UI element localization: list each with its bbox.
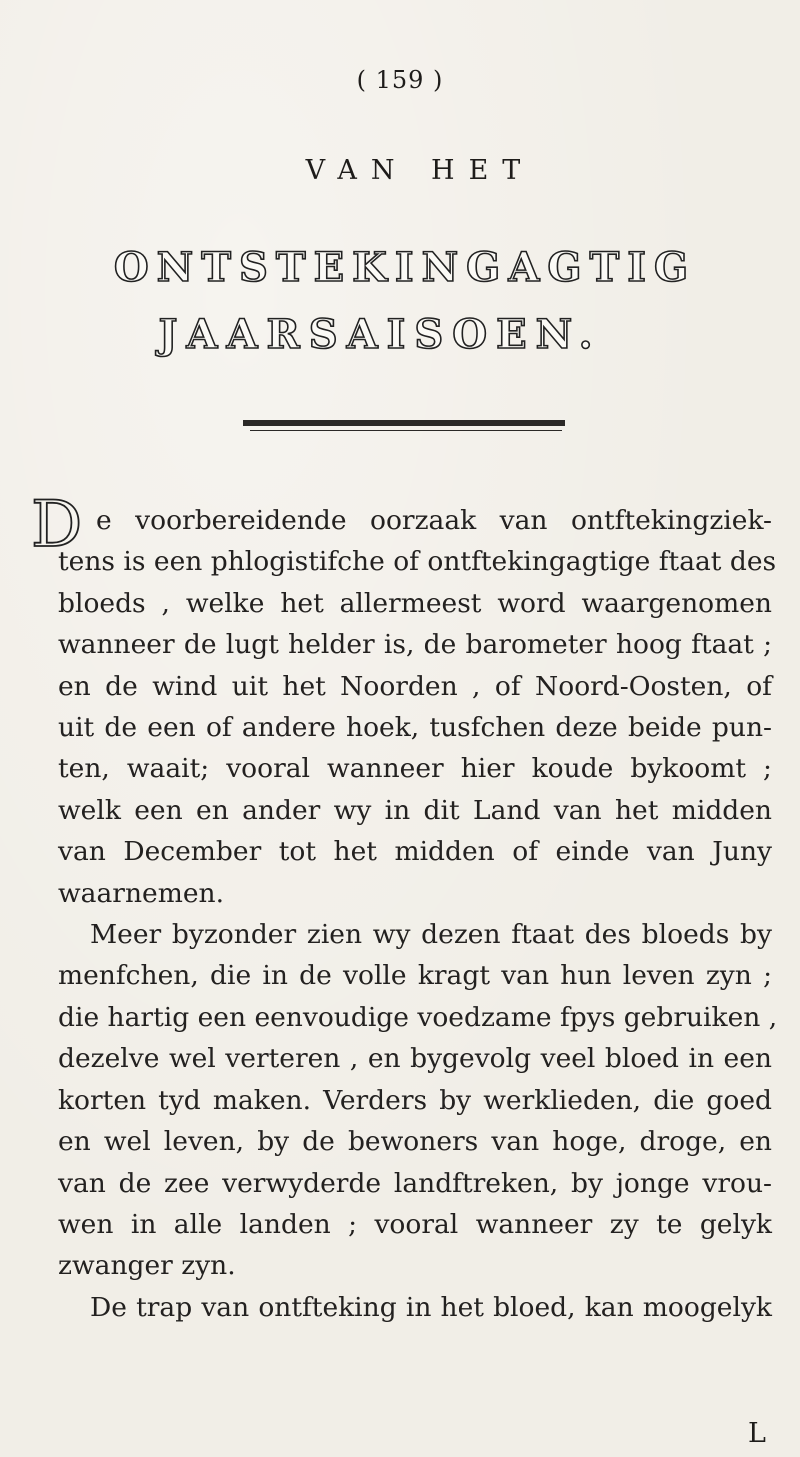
body-text bbox=[58, 500, 778, 1328]
text-line: uit de een of andere hoek, tusfchen deze beide pun- bbox=[58, 712, 772, 744]
text-line: van December tot het midden of einde van Juny bbox=[58, 836, 772, 868]
text-line: zwanger zyn. bbox=[58, 1250, 236, 1282]
text-line: en wel leven, by de bewoners van hoge, droge, en bbox=[58, 1126, 772, 1158]
text-line: Meer byzonder zien wy dezen ftaat des bloeds by bbox=[90, 919, 772, 951]
ornamental-rule-thick bbox=[243, 420, 565, 426]
text-line: wen in alle landen ; vooral wanneer zy te gelyk bbox=[58, 1208, 772, 1240]
text-line: waarnemen. bbox=[58, 877, 225, 909]
ornamental-rule-thin bbox=[250, 430, 562, 431]
text-line: en de wind uit het Noorden , of Noord-Oosten, of bbox=[58, 670, 772, 702]
page-number: ( 159 ) bbox=[356, 66, 444, 94]
text-line: korten tyd maken. Verders by werklieden, die goed bbox=[58, 1084, 772, 1116]
catchword: L bbox=[748, 1418, 766, 1449]
text-line: tens is een phlogistifche of ontftekingagtige ftaat des bbox=[58, 546, 777, 578]
drop-cap-letter: D bbox=[31, 488, 83, 554]
text-line: dezelve wel verteren , en bygevolg veel bloed in een bbox=[58, 1043, 772, 1075]
text-line: menfchen, die in de volle kragt van hun leven zyn ; bbox=[58, 960, 772, 992]
text-line: van de zee verwyderde landftreken, by jonge vrou- bbox=[58, 1167, 772, 1199]
text-line: die hartig een eenvoudige voedzame fpys gebruiken , bbox=[58, 1001, 778, 1033]
text-line: bloeds , welke het allermeest word waargenomen bbox=[58, 587, 772, 619]
text-line: ten, waait; vooral wanneer hier koude bykoomt ; bbox=[58, 753, 772, 785]
section-heading-line-2: ONTSTEKINGAGTIG bbox=[113, 244, 697, 291]
text-line: welk een en ander wy in dit Land van het midden bbox=[58, 794, 772, 826]
text-line: e voorbereidende oorzaak van ontftekingziek- bbox=[96, 505, 772, 536]
text-line: wanneer de lugt helder is, de barometer hoog ftaat ; bbox=[58, 629, 772, 661]
text-line: De trap van ontfteking in het bloed, kan moogelyk bbox=[90, 1291, 772, 1323]
section-heading-line-3: JAARSAISOEN. bbox=[158, 311, 602, 358]
section-heading-line-1: VAN HET bbox=[305, 155, 535, 186]
